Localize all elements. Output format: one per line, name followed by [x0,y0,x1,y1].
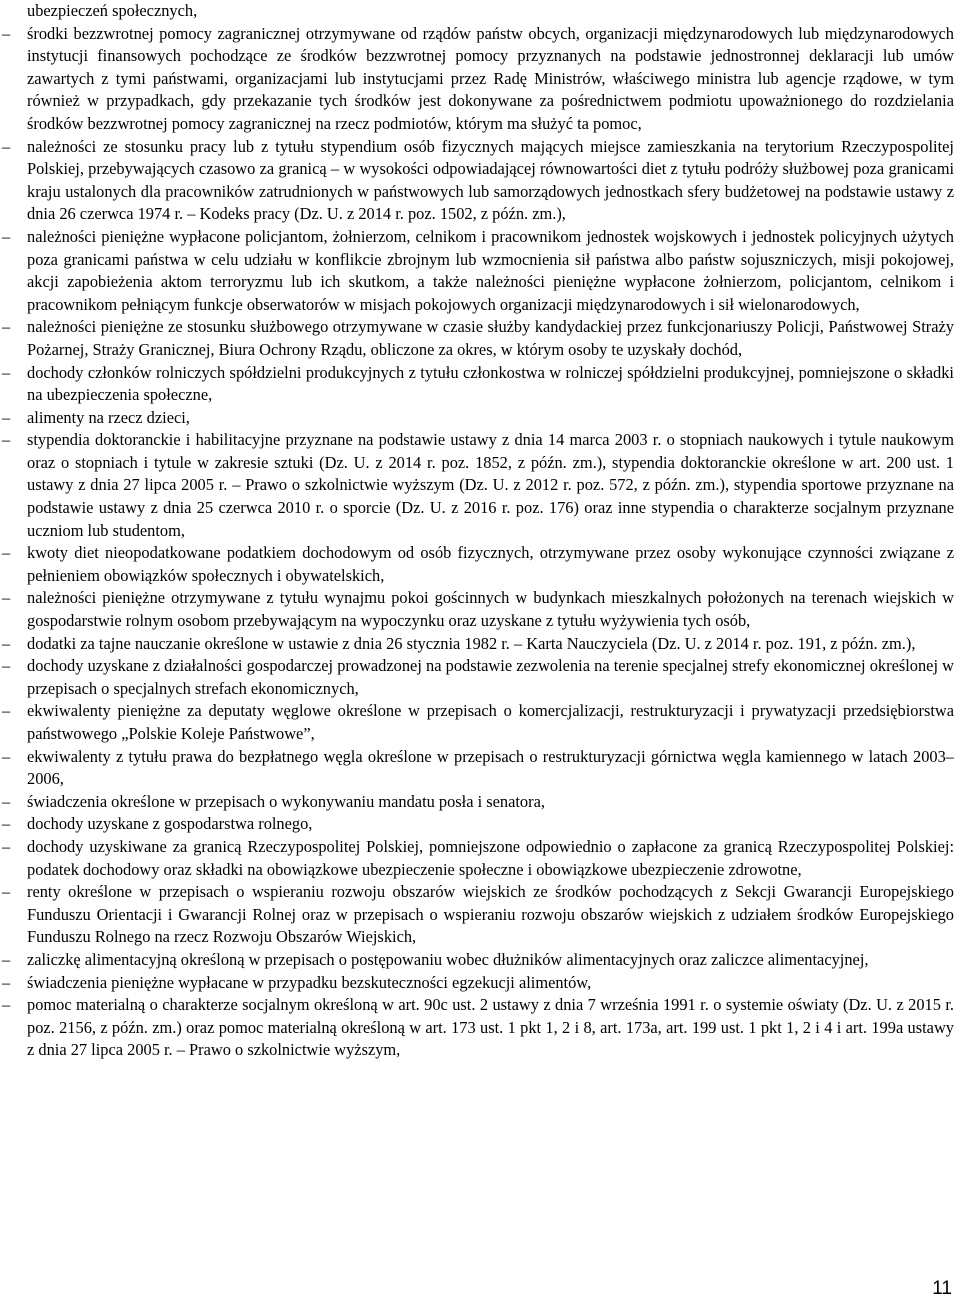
list-item [0,429,960,542]
dash-bullet-icon: – [2,588,11,608]
list-item-text: zaliczkę alimentacyjną określoną w przepisach o postępowaniu wobec dłużników alimentacyjnych oraz zaliczce alimentacyjnej, [27,949,869,969]
list-item [0,791,960,814]
list-item [0,633,960,656]
list-item [0,881,960,949]
list-item-text: stypendia doktoranckie i habilitacyjne przyznane na podstawie ustawy z dnia 14 marca 2003 r. o stopniach naukowych i tytule naukowym oraz o stopniach i tytule w zakresie sztuki (Dz. U. z 2014 r. poz. 1852, z późn. zm.), stypendia doktoranckie określone w art. 200 ust. 1 ustawy z dnia 27 lipca 2005 r. – Prawo o szkolnictwie wyższym (Dz. U. z 2012 r. poz. 572, z późn. zm.), stypendia sportowe przyznane na podstawie ustawy z dnia 25 czerwca 2010 r. o sporcie (Dz. U. z 2016 r. poz. 176) oraz inne stypendia o charakterze socjalnym przyznane uczniom lub studentom, [27,430,954,540]
list-item-text: świadczenia określone w przepisach o wykonywaniu mandatu posła i senatora, [27,791,545,811]
dash-bullet-icon: – [2,995,11,1015]
dash-bullet-icon: – [2,430,11,450]
list-item-text: dodatki za tajne nauczanie określone w ustawie z dnia 26 stycznia 1982 r. – Karta Nauczyciela (Dz. U. z 2014 r. poz. 191, z późn. zm.), [27,633,916,653]
lead-text: ubezpieczeń społecznych, [27,1,198,20]
list-item-text: dochody uzyskane z gospodarstwa rolnego, [27,814,313,834]
list-item-text: należności pieniężne ze stosunku służbowego otrzymywane w czasie służby kandydackiej przez funkcjonariuszy Policji, Państwowej Straży Pożarnej, Straży Granicznej, Biura Ochrony Rządu, obliczone za okres, w którym osoby te uzyskały dochód, [27,317,954,359]
list-item-text: dochody członków rolniczych spółdzielni produkcyjnych z tytułu członkostwa w rolniczej spółdzielni produkcyjnej, pomniejszone o składki na ubezpieczenia społeczne, [27,362,954,405]
list-item [0,746,960,791]
dash-bullet-icon: – [2,543,11,563]
list-item [0,226,960,316]
list-item [0,362,960,407]
dash-bullet-icon: – [2,814,11,834]
list-item-text: należności pieniężne otrzymywane z tytułu wynajmu pokoi gościnnych w budynkach mieszkalnych położonych na terenach wiejskich w gospodarstwie rolnym osobom przebywającym na wypoczynku oraz uzyskane z tytułu wyżywienia tych osób, [27,588,954,631]
list-item [0,542,960,587]
list-item [0,972,960,995]
list-item-text: dochody uzyskiwane za granicą Rzeczypospolitej Polskiej, pomniejszone odpowiednio o zapłacone za granicą Rzeczypospolitej Polskiej: podatek dochodowy oraz składki na obowiązkowe ubezpieczenie społeczne i obowiązkowe ubezpieczenie zdrowotne, [27,836,954,879]
list-item [0,655,960,700]
list-item [0,136,960,226]
list-item-text: pomoc materialną o charakterze socjalnym określoną w art. 90c ust. 2 ustawy z dnia 7 września 1991 r. o systemie oświaty (Dz. U. z 2015 r. poz. 2156, z późn. zm.) oraz pomoc materialną określoną w art. 173 ust. 1 pkt 1, 2 i 8, art. 173a, art. 199 ust. 1 pkt 1, 2 i 4 i art. 199a ustawy z dnia 27 lipca 2005 r. – Prawo o szkolnictwie wyższym, [27,995,954,1060]
list-item [0,994,960,1062]
list-item [0,587,960,632]
list-item-text: należności ze stosunku pracy lub z tytułu stypendium osób fizycznych mających miejsce zamieszkania na terytorium Rzeczypospolitej Polskiej, przebywających czasowo za granicą – w wysokości odpowiadającej równowartości diet z tytułu podróży służbowej poza granicami kraju ustalonych dla pracowników zatrudnionych w państwowych lub samorządowych jednostkach sfery budżetowej na podstawie ustawy z dnia 26 czerwca 1974 r. – Kodeks pracy (Dz. U. z 2014 r. poz. 1502, z późn. zm.), [27,136,954,224]
list-item-text: świadczenia pieniężne wypłacane w przypadku bezskuteczności egzekucji alimentów, [27,972,592,992]
list-item [0,316,960,361]
dash-bullet-icon: – [2,633,11,653]
list-item-text: alimenty na rzecz dzieci, [27,407,190,427]
list-item [0,813,960,836]
dash-bullet-icon: – [2,949,11,969]
list-item [0,949,960,972]
list-item-text: kwoty diet nieopodatkowane podatkiem dochodowym od osób fizycznych, otrzymywane przez osoby wykonujące czynności związane z pełnieniem obowiązków społecznych i obywatelskich, [27,543,954,585]
list-item-text: środki bezzwrotnej pomocy zagranicznej otrzymywane od rządów państw obcych, organizacji międzynarodowych lub międzynarodowych instytucji finansowych pochodzące ze środków bezzwrotnej pomocy przyznanych na podstawie jednostronnej deklaracji lub umów zawartych z tymi państwami, organizacjami lub instytucjami przez Radę Ministrów, właściwego ministra lub agencje rządowe, w tym również w przypadkach, gdy przekazanie tych środków jest dokonywane za pośrednictwem podmiotu upoważnionego do rozdzielania środków bezzwrotnej pomocy zagranicznej na rzecz podmiotów, którym ma służyć ta pomoc, [27,23,954,133]
dash-bullet-icon: – [2,407,11,427]
list-item [0,407,960,430]
dash-bullet-icon: – [2,701,11,721]
list-item-text: dochody uzyskane z działalności gospodarczej prowadzonej na podstawie zezwolenia na terenie specjalnej strefy ekonomicznej określonej w przepisach o specjalnych strefach ekonomicznych, [27,656,954,698]
dash-bullet-icon: – [2,317,11,337]
dash-bullet-icon: – [2,23,11,43]
dash-bullet-icon: – [2,362,11,382]
list-item-text: należności pieniężne wypłacone policjantom, żołnierzom, celnikom i pracownikom jednostek wojskowych i jednostek policyjnych użytych poza granicami państwa w celu udziału w konflikcie zbrojnym lub wzmocnienia sił państwa albo państw sojuszniczych, misji pokojowej, akcji zapobieżenia aktom terroryzmu lub ich skutkom, a także należności pieniężne wypłacone żołnierzom, policjantom, celnikom i pracownikom pełniącym funkcje obserwatorów w misjach pokojowych organizacji międzynarodowych i sił wielonarodowych, [27,226,954,314]
list-item [0,23,960,136]
dash-bullet-icon: – [2,882,11,902]
dash-bullet-icon: – [2,226,11,246]
list-item [0,700,960,745]
list-item-text: ekwiwalenty z tytułu prawa do bezpłatnego węgla określone w przepisach o restrukturyzacji górnictwa węgla kamiennego w latach 2003–2006, [27,746,954,789]
dash-bullet-icon: – [2,136,11,156]
list-item-text: ekwiwalenty pieniężne za deputaty węglowe określone w przepisach o komercjalizacji, restrukturyzacji i prywatyzacji przedsiębiorstwa państwowego „Polskie Koleje Państwowe”, [27,701,954,743]
dash-bullet-icon: – [2,972,11,992]
dash-bullet-icon: – [2,746,11,766]
dash-bullet-icon: – [2,836,11,856]
page-number: 11 [932,1278,952,1299]
dash-bullet-icon: – [2,791,11,811]
income-items-list [0,23,960,1062]
list-item-text: renty określone w przepisach o wspieraniu rozwoju obszarów wiejskich ze środków pochodzących z Sekcji Gwarancji Europejskiego Funduszu Orientacji i Gwarancji Rolnej oraz w przepisach o wspieraniu rozwoju obszarów wiejskich z udziałem środków Europejskiego Funduszu Rolnego na rzecz Rozwoju Obszarów Wiejskich, [27,882,954,947]
list-item [0,836,960,881]
dash-bullet-icon: – [2,656,11,676]
